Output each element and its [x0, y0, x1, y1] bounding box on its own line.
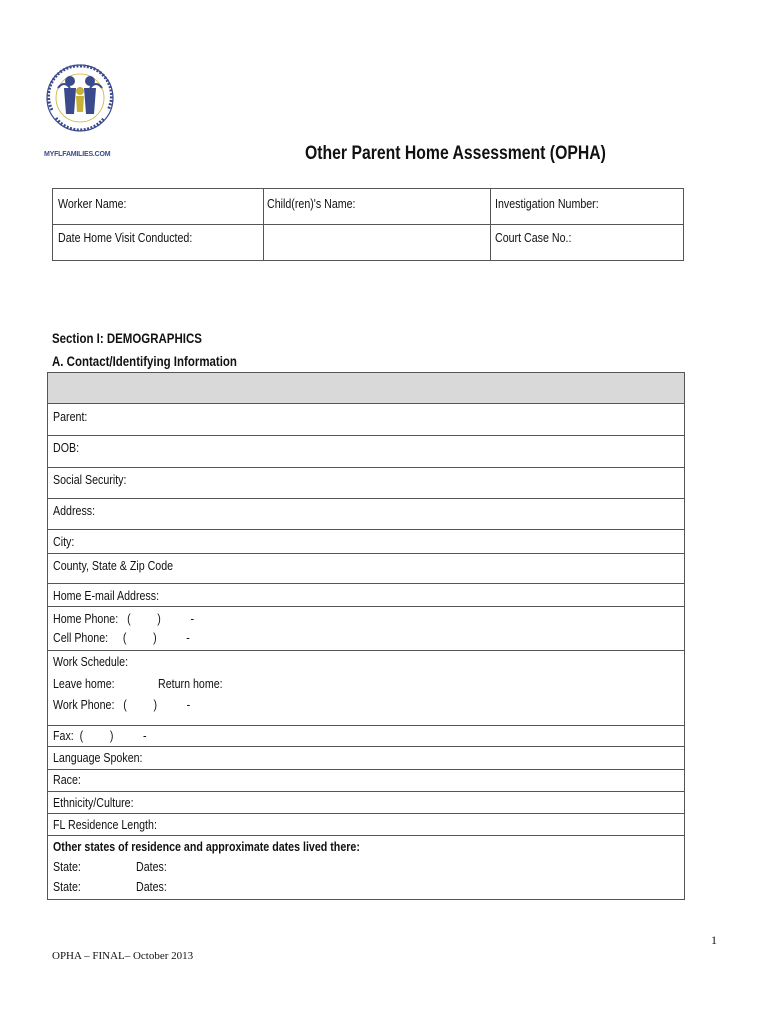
children-name-field[interactable]: Child(ren)'s Name:: [267, 196, 356, 211]
row-divider: [48, 746, 684, 747]
work-phone-field[interactable]: Work Phone: ( ) -: [53, 697, 191, 712]
page-number: 1: [711, 933, 717, 947]
row-divider: [48, 467, 684, 468]
dcf-seal-icon: [44, 58, 116, 150]
parent-field[interactable]: Parent:: [53, 409, 88, 424]
row-divider: [48, 813, 684, 814]
language-field[interactable]: Language Spoken:: [53, 750, 143, 765]
logo-url: MYFLFAMILIES.COM: [44, 151, 111, 158]
row-divider: [48, 791, 684, 792]
row-divider: [48, 529, 684, 530]
row-divider: [48, 650, 684, 651]
case-info-row: [53, 189, 683, 225]
leave-home-field[interactable]: Leave home:: [53, 676, 115, 691]
dob-field[interactable]: DOB:: [53, 440, 80, 455]
city-field[interactable]: City:: [53, 534, 75, 549]
date-home-visit-field[interactable]: Date Home Visit Conducted:: [58, 230, 193, 245]
case-info-row: [53, 224, 683, 261]
cell-phone-field[interactable]: Cell Phone: ( ) -: [53, 630, 190, 645]
home-phone-field[interactable]: Home Phone: ( ) -: [53, 611, 195, 626]
investigation-number-field[interactable]: Investigation Number:: [495, 196, 599, 211]
ethnicity-field[interactable]: Ethnicity/Culture:: [53, 795, 134, 810]
dates-field-2[interactable]: Dates:: [136, 879, 167, 894]
fl-residence-field[interactable]: FL Residence Length:: [53, 817, 157, 832]
email-field[interactable]: Home E-mail Address:: [53, 588, 160, 603]
return-home-field[interactable]: Return home:: [158, 676, 223, 691]
work-schedule-label: Work Schedule:: [53, 654, 129, 669]
county-state-zip-field[interactable]: County, State & Zip Code: [53, 558, 174, 573]
row-divider: [48, 835, 684, 836]
document-title: Other Parent Home Assessment (OPHA): [305, 143, 606, 164]
dcf-logo: [44, 58, 116, 164]
demographics-table: [47, 372, 685, 900]
row-divider: [48, 498, 684, 499]
ssn-field[interactable]: Social Security:: [53, 472, 127, 487]
row-divider: [48, 435, 684, 436]
case-info-table: [52, 188, 684, 261]
row-divider: [48, 553, 684, 554]
section-heading: Section I: DEMOGRAPHICS: [52, 330, 202, 346]
worker-name-field[interactable]: Worker Name:: [58, 196, 127, 211]
address-field[interactable]: Address:: [53, 503, 96, 518]
row-divider: [48, 583, 684, 584]
state-field-1[interactable]: State:: [53, 859, 81, 874]
subsection-heading: A. Contact/Identifying Information: [52, 353, 237, 369]
row-divider: [48, 725, 684, 726]
row-divider: [48, 769, 684, 770]
row-divider: [48, 606, 684, 607]
state-field-2[interactable]: State:: [53, 879, 81, 894]
race-field[interactable]: Race:: [53, 772, 81, 787]
footer-text: OPHA – FINAL– October 2013: [52, 950, 194, 962]
court-case-no-field[interactable]: Court Case No.:: [495, 230, 572, 245]
table-header-shaded: [48, 373, 684, 404]
fax-field[interactable]: Fax: ( ) -: [53, 728, 147, 743]
dates-field-1[interactable]: Dates:: [136, 859, 167, 874]
other-states-label: Other states of residence and approximate dates lived there:: [53, 839, 360, 854]
